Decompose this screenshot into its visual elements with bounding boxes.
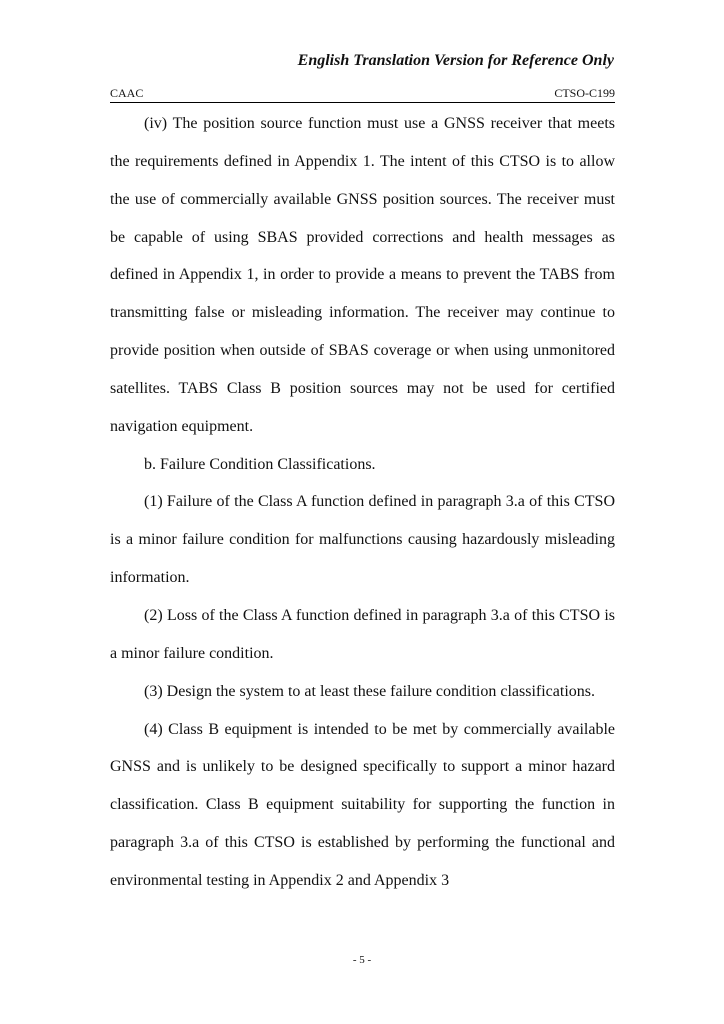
- paragraph-b-failure-classifications: b. Failure Condition Classifications.: [144, 455, 376, 473]
- paragraph-3-design-system: (3) Design the system to at least these failure condition classifications.: [144, 682, 595, 700]
- body-text: [110, 105, 615, 900]
- page-number: - 5 -: [352, 954, 372, 966]
- running-header: [110, 86, 615, 103]
- header-document-id: CTSO-C199: [554, 86, 615, 100]
- paragraph-1-failure-class-a: (1) Failure of the Class A function defined in paragraph 3.a of this CTSO is a minor failure condition for malfunctions causing hazardously misleading information.: [110, 493, 615, 587]
- translation-note: English Translation Version for Reference Only: [297, 52, 614, 69]
- paragraph-4-class-b-equipment: (4) Class B equipment is intended to be met by commercially available GNSS and is unlikely to be designed specifically to support a minor hazard classification. Class B equipment suitability for supporting the function in paragraph 3.a of this CTSO is established by performing the functional and environmental testing in Appendix 2 and Appendix 3: [110, 720, 615, 889]
- paragraph-2-loss-class-a: (2) Loss of the Class A function defined in paragraph 3.a of this CTSO is a minor failure condition.: [110, 606, 615, 662]
- header-organization: CAAC: [110, 86, 144, 100]
- paragraph-iv-position-source: (iv) The position source function must use a GNSS receiver that meets the requirements defined in Appendix 1. The intent of this CTSO is to allow the use of commercially available GNSS position sources. The receiver must be capable of using SBAS provided corrections and health messages as defined in Appendix 1, in order to provide a means to prevent the TABS from transmitting false or misleading information. The receiver may continue to provide position when outside of SBAS coverage or when using unmonitored satellites. TABS Class B position sources may not be used for certified navigation equipment.: [110, 115, 615, 435]
